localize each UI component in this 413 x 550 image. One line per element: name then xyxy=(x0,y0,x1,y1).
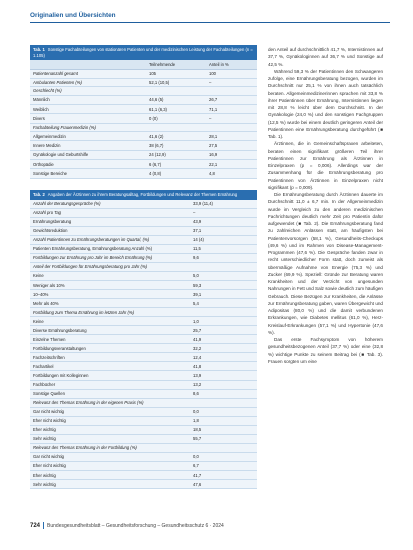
row-value: 1,8 xyxy=(193,418,199,424)
row-label: Sehr wichtig xyxy=(33,436,56,442)
table-row xyxy=(30,371,257,380)
row-value: 22,1 xyxy=(209,161,218,167)
table-1-col-header: Teilnehmende xyxy=(149,62,176,68)
row-value: 39,1 xyxy=(193,291,202,297)
table-row xyxy=(30,308,257,317)
table-row xyxy=(30,426,257,435)
row-value: 47,6 xyxy=(193,481,202,487)
table-2-caption-text: Angaben der Ärztinnen zu ihrem Beratungsalltag, Fortbildungen und Relevanz der Themen Ernährung xyxy=(47,192,238,197)
row-label: Sehr wichtig xyxy=(33,481,56,487)
row-label: Keine xyxy=(33,273,44,279)
table-row xyxy=(30,124,257,133)
row-value: – xyxy=(209,115,212,121)
row-value: 1,0 xyxy=(193,318,199,324)
row-label: Fortbildung zum Thema Ernährung im letzten Jahr (%) xyxy=(33,309,135,315)
row-label: Orthopädie xyxy=(33,161,54,167)
row-value: 41,6 (2) xyxy=(149,133,164,139)
row-value: 41,8 xyxy=(193,363,202,369)
row-label: Eher nicht wichtig xyxy=(33,418,66,424)
table-row xyxy=(30,70,257,79)
table-row xyxy=(30,299,257,308)
table-row xyxy=(30,453,257,462)
row-value: 0,0 xyxy=(193,409,199,415)
row-value: 0 (0) xyxy=(149,115,158,121)
row-value: 18,5 xyxy=(193,427,202,433)
table-row xyxy=(30,209,257,218)
row-value: 0,0 xyxy=(193,454,199,460)
row-value: 4,8 xyxy=(209,170,215,176)
row-value: 26,7 xyxy=(209,97,218,103)
table-row xyxy=(30,263,257,272)
row-label: Fortbildungsveranstaltungen xyxy=(33,345,86,351)
row-label: Anzahl pro Tag xyxy=(33,210,62,216)
row-value: 27,5 xyxy=(209,143,218,149)
row-label: Anzahl Patientinnen zu Ernährungsberatungen im Quartal, (%) xyxy=(33,237,150,243)
table-row xyxy=(30,435,257,444)
table-row xyxy=(30,79,257,88)
row-label: Anzahl der Beratungsgespräche (%) xyxy=(33,201,101,207)
row-label: Geschlecht (%) xyxy=(33,88,62,94)
row-label: Fachbücher xyxy=(33,382,56,388)
row-value: 52,1 (10,5) xyxy=(149,79,170,85)
page-number: 724 xyxy=(30,522,41,529)
table-1-header-row xyxy=(30,60,257,70)
paragraph: Die Ernährungsberatung durch Ärztinnen dauerte im Durchschnitt 11,0 ± 6,7 min. In der Allgemeinmedizin wurde im Vergleich zu den anderen medizinischen Fachrichtungen deutlich mehr Zeit pro Patientin dafür aufgewendet (■ Tab. 2). Die Ernährungsberatung fand zu zahlreichen Anlässen statt, am häufigsten bei Patientenvorsorgen (58,1 %), Gesundheits-Checkups (49,6 %) und im Rahmen von Disease-Management-Programmen (47,6 %). Die Gespräche fanden zwar in recht unterschiedlicher Form statt, doch zumeist als übermäßige Aufnahme von Energie (75,3 %) und Zucker (69,9 %). Speziell: Gründe zur Beratung waren Krankheiten und der Verzicht von ungesunden Nahrungen in Fett und Salz sowie deutlich zum häufigen Gebrauch. Diese Bezügen zur Krankheiten, die Anlässe zur Ernährungsberatung gaben, waren Übergewicht und Adipositas (80,0 %) und die damit verbundenen Erkrankungen, wie Diabetes mellitus (61,0 %), Herz-Kreislauf-Erkrankungen (57,1 %) und Hypertonie (47,6 %). xyxy=(268,192,383,335)
body-text-column xyxy=(268,46,383,365)
row-label: Mehr als 40% xyxy=(33,300,59,306)
row-value: 61,1 (6,3) xyxy=(149,106,167,112)
row-label: Eher wichtig xyxy=(33,427,56,433)
row-value: 24 (12,9) xyxy=(149,152,166,158)
table-row xyxy=(30,335,257,344)
row-value: 44,6 (5) xyxy=(149,97,164,103)
table-row xyxy=(30,245,257,254)
row-value: 6,7 xyxy=(193,463,199,469)
row-value: 4 (0,8) xyxy=(149,170,162,176)
row-label: Fachzeitschriften xyxy=(33,354,65,360)
paragraph: Ärztinnen, die in Gemeinschaftspraxen arbeiteten, beraten einen signifikant größeren Teil ihrer Patientinnen zur Ernährung als Ärztinnen in Einzelpraxen (p = 0,006). Allerdings war der Zusammenhang für die Ernährungsberatung pro Patientinnen von Ärztinnen in Einzelpraxen nicht signifikant (p = 0,009). xyxy=(268,141,383,190)
table-2-label: Tab. 2 xyxy=(33,192,45,197)
table-1-col-header: Anteil in % xyxy=(209,62,229,68)
table-row xyxy=(30,87,257,96)
table-row xyxy=(30,114,257,123)
table-row xyxy=(30,200,257,209)
row-value: 13,9 xyxy=(193,373,202,378)
table-2-body xyxy=(30,200,257,490)
table-1-body xyxy=(30,70,257,178)
row-value: 41,7 xyxy=(193,472,202,478)
row-label: Gynäkologie und Geburtshilfe xyxy=(33,152,89,158)
row-value: 5,0 xyxy=(193,273,199,279)
table-row xyxy=(30,326,257,335)
table-row xyxy=(30,254,257,263)
row-label: Keine xyxy=(33,318,44,324)
table-2-caption xyxy=(30,190,257,200)
table-row xyxy=(30,462,257,471)
table-1 xyxy=(30,45,257,179)
table-row xyxy=(30,408,257,417)
row-value: 55,7 xyxy=(193,436,202,442)
table-row xyxy=(30,390,257,399)
row-label: Allgemeinmedizin xyxy=(33,133,66,139)
table-row xyxy=(30,160,257,169)
row-label: Patientenanzahl gesamt xyxy=(33,71,78,77)
table-1-caption-text: Sonstige Fachabteilungen von stationären Patienten und der medizinischen Leistung der Fachabteilungen (n = 1.105) xyxy=(33,47,253,58)
row-label: Gar nicht wichtig xyxy=(33,454,64,460)
row-value: 71,1 xyxy=(209,106,218,112)
row-value: 59,3 xyxy=(193,282,202,288)
row-label: Diverse Ernährungsberatung xyxy=(33,327,87,333)
row-label: Männlich xyxy=(33,97,50,103)
row-value: 14 (4) xyxy=(193,237,204,243)
row-label: Weiblich xyxy=(33,106,49,112)
row-label: Fortbildungen mit Kolleginnen xyxy=(33,373,89,378)
row-value: 12,4 xyxy=(193,354,202,360)
row-label: Fachabteilung Frauenmedizin (%) xyxy=(33,124,96,130)
row-value: 25,7 xyxy=(193,327,202,333)
table-row xyxy=(30,141,257,150)
row-label: Gewichtsreduktion xyxy=(33,228,68,234)
row-label: Weniger als 10% xyxy=(33,282,65,288)
table-row xyxy=(30,281,257,290)
table-1-caption xyxy=(30,45,257,60)
journal-name: Bundesgesundheitsblatt – Gesundheitsforschung – Gesundheitsschutz 6 · 2024 xyxy=(47,522,224,529)
row-value: 5,4 xyxy=(193,300,199,306)
row-label: Fortbildungen zur Ernährung pro Jahr im Bereich Ernährung (%) xyxy=(33,255,153,261)
paragraph: den Anteil auf durchschnittlich 41,7 %, Internistinnen auf 37,7 %, Gynäkologinnen auf 36,7 % und Sonstige auf 42,5 %. xyxy=(268,47,383,67)
row-label: Patienten Ernährungsberatung, Ernährungsberatung Anzahl (%) xyxy=(33,246,152,252)
table-row xyxy=(30,317,257,326)
row-value: 37,1 xyxy=(193,228,202,234)
row-label: Sonstige Bereiche xyxy=(33,170,67,176)
row-value: – xyxy=(193,210,196,216)
row-value: 41,9 xyxy=(193,336,202,342)
row-value: 13,2 xyxy=(193,382,202,388)
table-row xyxy=(30,227,257,236)
table-row xyxy=(30,96,257,105)
row-label: Ernährungsberatung xyxy=(33,219,72,225)
row-label: Relevanz des Themas Ernährung in der Fortbildung (%) xyxy=(33,445,137,451)
table-row xyxy=(30,169,257,178)
table-row xyxy=(30,444,257,453)
table-row xyxy=(30,132,257,141)
paragraph: Während 59,3 % der Patientinnen den Schwangeren zufolge, eine Ernährungsberatung bezogen, wurden im Durchschnitt nur 25,1 % von ihnen auch tatsächlich beraten. Allgemeinmedizinerinnen sprachen mit 33,8 % ihrer Patientinnen über Ernährung, Internistinnen liegen mit 28,8 % leicht über dem Durchschnitt. In der Gynäkologie (24,0 %) und den sonstigen Fachgruppen (12,5 %) wurde bei einem deutlich geringeren Anteil der Patientinnen eine Ernährungsberatung durchgeführt (■ Tab. 1). xyxy=(268,68,383,139)
section-label: Originalien und Übersichten xyxy=(30,12,116,19)
header-divider xyxy=(30,22,390,23)
table-1-label: Tab. 1 xyxy=(33,47,45,52)
row-value: 11,5 xyxy=(193,246,201,252)
row-label: Sonstige Quellen xyxy=(33,391,65,397)
table-row xyxy=(30,353,257,362)
table-row xyxy=(30,290,257,299)
table-row xyxy=(30,236,257,245)
table-row xyxy=(30,151,257,160)
row-label: Divers xyxy=(33,115,45,121)
row-label: Einzelne Themen xyxy=(33,336,66,342)
footer-divider xyxy=(43,522,44,529)
row-value: 28,1 xyxy=(209,133,218,139)
table-row xyxy=(30,362,257,371)
table-row xyxy=(30,344,257,353)
table-row xyxy=(30,105,257,114)
row-value: 32,2 xyxy=(193,345,202,351)
row-value: 38 (6,7) xyxy=(149,143,164,149)
row-label: 10–40% xyxy=(33,291,49,297)
row-value: 6 (6,7) xyxy=(149,161,162,167)
table-row xyxy=(30,480,257,489)
page-footer xyxy=(30,522,224,529)
row-value: 16,9 xyxy=(209,152,218,158)
row-label: Relevanz des Themas Ernährung in der eigenen Praxis (%) xyxy=(33,400,144,406)
row-value: 105 xyxy=(149,71,156,77)
row-value: – xyxy=(209,79,212,85)
row-value: 43,9 xyxy=(193,219,202,225)
row-label: Eher wichtig xyxy=(33,472,56,478)
paragraph: Das erste Fachsymptom von höherem gesundheitsbezogenen Anteil (37,7 %) oder eine (32,8 %) wichtige Punkte zu seinem Beitrag bei (■ Tab. 3). Frauen sorgten um eine xyxy=(268,337,383,364)
row-label: Eher nicht wichtig xyxy=(33,463,66,469)
table-2 xyxy=(30,190,257,489)
row-value: 33,9 (11,4) xyxy=(193,201,213,207)
table-row xyxy=(30,381,257,390)
table-row xyxy=(30,272,257,281)
table-row xyxy=(30,417,257,426)
row-label: Ambulanten Patienten (%) xyxy=(33,79,82,85)
table-row xyxy=(30,471,257,480)
row-label: Innere Medizin xyxy=(33,143,61,149)
table-row xyxy=(30,218,257,227)
row-value: 8,6 xyxy=(193,391,199,397)
row-label: Anteil der Fortbildungen für Ernährungsberatung pro Jahr (%) xyxy=(33,264,148,270)
row-value: 9,6 xyxy=(193,255,199,261)
row-label: Fachartikel xyxy=(33,363,54,369)
row-value: 100 xyxy=(209,71,216,77)
table-row xyxy=(30,399,257,408)
row-label: Gar nicht wichtig xyxy=(33,409,64,415)
